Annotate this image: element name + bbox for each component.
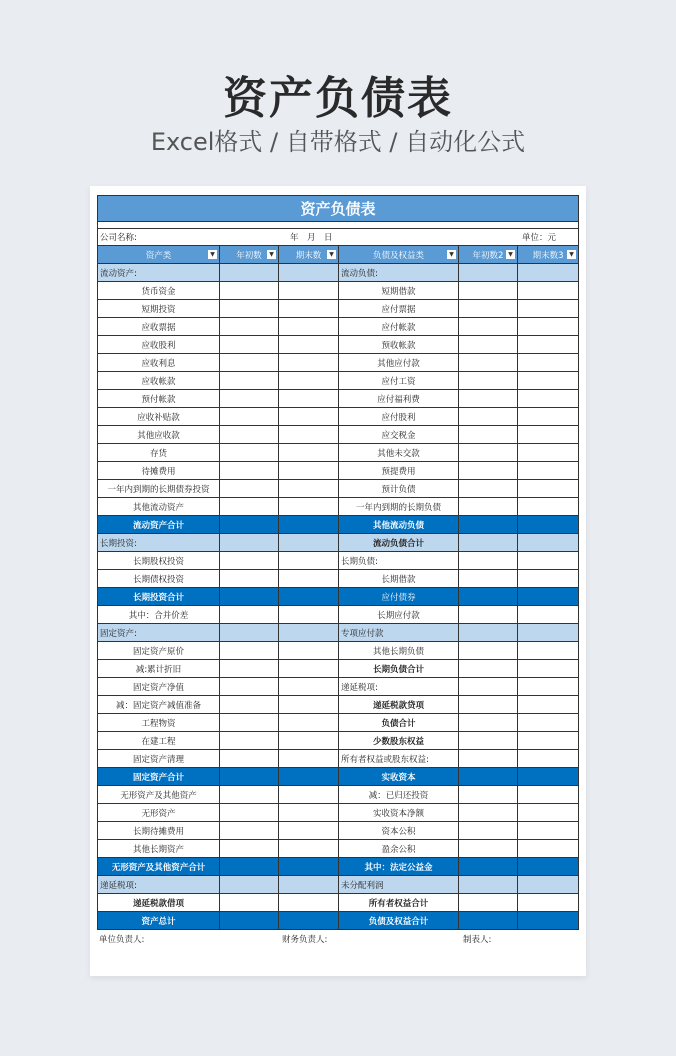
value-cell[interactable] (220, 642, 279, 660)
liability-item-cell[interactable]: 实收资本净额 (339, 804, 459, 822)
value-cell[interactable] (518, 300, 579, 318)
liability-item-cell[interactable]: 其他未交款 (339, 444, 459, 462)
liability-item-cell[interactable]: 其他流动负债 (339, 516, 459, 534)
table-row (98, 426, 579, 444)
asset-item-cell[interactable]: 应收票据 (98, 318, 220, 336)
value-cell[interactable] (220, 714, 279, 732)
asset-item-cell[interactable]: 长期债权投资 (98, 570, 220, 588)
table-row (98, 318, 579, 336)
value-cell[interactable] (279, 804, 339, 822)
asset-item-cell[interactable]: 存货 (98, 444, 220, 462)
value-cell[interactable] (220, 390, 279, 408)
liability-item-cell[interactable]: 所有者权益合计 (339, 894, 459, 912)
hero-title: 资产负债表 (223, 73, 453, 124)
value-cell[interactable] (518, 894, 579, 912)
asset-item-cell[interactable]: 在建工程 (98, 732, 220, 750)
asset-item-cell[interactable]: 其他流动资产 (98, 498, 220, 516)
unit-label: 单位：元 (522, 233, 557, 243)
asset-item-cell[interactable]: 无形资产及其他资产 (98, 786, 220, 804)
liability-item-cell[interactable]: 流动负债合计 (339, 534, 459, 552)
value-cell[interactable] (220, 768, 279, 786)
liability-item-cell[interactable]: 减：已归还投资 (339, 786, 459, 804)
info-row (98, 229, 579, 246)
value-cell[interactable] (279, 624, 339, 642)
value-cell[interactable] (279, 516, 339, 534)
value-cell[interactable] (518, 840, 579, 858)
table-row (98, 606, 579, 624)
value-cell[interactable] (279, 264, 339, 282)
table-row (98, 390, 579, 408)
value-cell[interactable] (220, 678, 279, 696)
value-cell[interactable] (279, 786, 339, 804)
value-cell[interactable] (459, 750, 518, 768)
asset-item-cell[interactable]: 减：固定资产减值准备 (98, 696, 220, 714)
liability-item-cell[interactable]: 预收帐款 (339, 336, 459, 354)
value-cell[interactable] (459, 516, 518, 534)
spreadsheet (97, 195, 578, 948)
value-cell[interactable] (518, 264, 579, 282)
value-cell[interactable] (220, 354, 279, 372)
table-row (98, 678, 579, 696)
table-row (98, 300, 579, 318)
value-cell[interactable] (459, 822, 518, 840)
asset-item-cell[interactable]: 长期股权投资 (98, 552, 220, 570)
asset-item-cell[interactable]: 货币资金 (98, 282, 220, 300)
value-cell[interactable] (220, 408, 279, 426)
liability-item-cell[interactable]: 短期借款 (339, 282, 459, 300)
value-cell[interactable] (518, 804, 579, 822)
sheet-title-row (98, 196, 579, 222)
value-cell[interactable] (220, 336, 279, 354)
asset-item-cell[interactable]: 其他应收款 (98, 426, 220, 444)
value-cell[interactable] (518, 822, 579, 840)
table-row (98, 840, 579, 858)
liability-item-cell[interactable]: 递延税项: (339, 678, 459, 696)
value-cell[interactable] (220, 696, 279, 714)
value-cell[interactable] (220, 840, 279, 858)
value-cell[interactable] (459, 426, 518, 444)
value-cell[interactable] (518, 318, 579, 336)
value-cell[interactable] (279, 336, 339, 354)
header-cell-liabilities[interactable]: 负债及权益类 ▼ (339, 246, 459, 264)
liability-item-cell[interactable]: 长期负债合计 (339, 660, 459, 678)
asset-item-cell[interactable]: 其他长期资产 (98, 840, 220, 858)
value-cell[interactable] (459, 462, 518, 480)
value-cell[interactable] (459, 696, 518, 714)
value-cell[interactable] (279, 876, 339, 894)
value-cell[interactable] (220, 660, 279, 678)
table-row (98, 696, 579, 714)
liability-item-cell[interactable]: 应交税金 (339, 426, 459, 444)
liability-item-cell[interactable]: 其他长期负债 (339, 642, 459, 660)
value-cell[interactable] (279, 678, 339, 696)
value-cell[interactable] (279, 570, 339, 588)
value-cell[interactable] (518, 642, 579, 660)
spacer-row (98, 222, 579, 229)
value-cell[interactable] (459, 840, 518, 858)
filter-dropdown-icon[interactable]: ▼ (208, 250, 217, 259)
value-cell[interactable] (220, 444, 279, 462)
value-cell[interactable] (518, 408, 579, 426)
value-cell[interactable] (459, 534, 518, 552)
value-cell[interactable] (220, 786, 279, 804)
value-cell[interactable] (518, 606, 579, 624)
value-cell[interactable] (518, 714, 579, 732)
table-row (98, 660, 579, 678)
liability-item-cell[interactable]: 应付债券 (339, 588, 459, 606)
asset-item-cell[interactable]: 应收补贴款 (98, 408, 220, 426)
value-cell[interactable] (279, 282, 339, 300)
table-row (98, 408, 579, 426)
table-row (98, 858, 579, 876)
value-cell[interactable] (279, 552, 339, 570)
asset-item-cell[interactable]: 递延税款借项 (98, 894, 220, 912)
value-cell[interactable] (279, 588, 339, 606)
value-cell[interactable] (518, 552, 579, 570)
value-cell[interactable] (459, 552, 518, 570)
value-cell[interactable] (279, 768, 339, 786)
signature-footer (97, 930, 578, 948)
table-row (98, 894, 579, 912)
table-row (98, 462, 579, 480)
value-cell[interactable] (518, 876, 579, 894)
value-cell[interactable] (279, 498, 339, 516)
liability-item-cell[interactable]: 应付福利费 (339, 390, 459, 408)
value-cell[interactable] (279, 732, 339, 750)
asset-item-cell[interactable]: 长期待摊费用 (98, 822, 220, 840)
filter-dropdown-icon[interactable]: ▼ (267, 250, 276, 259)
hero-subtitle: Excel格式 / 自带格式 / 自动化公式 (150, 128, 526, 156)
header-cell-assets[interactable]: 资产类 ▼ (98, 246, 220, 264)
value-cell[interactable] (459, 642, 518, 660)
table-row (98, 498, 579, 516)
value-cell[interactable] (459, 570, 518, 588)
value-cell[interactable] (279, 912, 339, 930)
value-cell[interactable] (279, 354, 339, 372)
value-cell[interactable] (279, 822, 339, 840)
liability-item-cell[interactable]: 应付股利 (339, 408, 459, 426)
asset-item-cell[interactable]: 无形资产及其他资产合计 (98, 858, 220, 876)
liability-item-cell[interactable]: 实收资本 (339, 768, 459, 786)
table-row (98, 372, 579, 390)
filter-dropdown-icon[interactable]: ▼ (327, 250, 336, 259)
value-cell[interactable] (518, 696, 579, 714)
table-row (98, 912, 579, 930)
value-cell[interactable] (459, 786, 518, 804)
value-cell[interactable] (518, 372, 579, 390)
header-cell-end3[interactable]: 期末数3 ▼ (518, 246, 579, 264)
value-cell[interactable] (459, 390, 518, 408)
value-cell[interactable] (279, 300, 339, 318)
maker-label: 制表人: (463, 935, 492, 945)
value-cell[interactable] (220, 318, 279, 336)
liability-item-cell[interactable]: 流动负债: (339, 264, 459, 282)
value-cell[interactable] (518, 570, 579, 588)
value-cell[interactable] (459, 678, 518, 696)
header-cell-end[interactable]: 期末数 ▼ (279, 246, 339, 264)
value-cell[interactable] (459, 408, 518, 426)
value-cell[interactable] (279, 660, 339, 678)
value-cell[interactable] (279, 318, 339, 336)
liability-item-cell[interactable]: 一年内到期的长期负债 (339, 498, 459, 516)
asset-item-cell[interactable]: 待摊费用 (98, 462, 220, 480)
value-cell[interactable] (279, 534, 339, 552)
value-cell[interactable] (220, 624, 279, 642)
value-cell[interactable] (459, 264, 518, 282)
liability-item-cell[interactable]: 递延税款贷项 (339, 696, 459, 714)
value-cell[interactable] (459, 894, 518, 912)
value-cell[interactable] (518, 390, 579, 408)
value-cell[interactable] (220, 264, 279, 282)
value-cell[interactable] (459, 282, 518, 300)
value-cell[interactable] (279, 426, 339, 444)
value-cell[interactable] (220, 534, 279, 552)
liability-item-cell[interactable]: 专项应付款 (339, 624, 459, 642)
value-cell[interactable] (518, 678, 579, 696)
value-cell[interactable] (220, 750, 279, 768)
liability-item-cell[interactable]: 预提费用 (339, 462, 459, 480)
table-row (98, 534, 579, 552)
value-cell[interactable] (220, 570, 279, 588)
liability-item-cell[interactable]: 应付工资 (339, 372, 459, 390)
company-name-label: 公司名称: (100, 233, 137, 243)
table-row (98, 264, 579, 282)
table-row (98, 282, 579, 300)
asset-item-cell[interactable]: 应收帐款 (98, 372, 220, 390)
value-cell[interactable] (220, 804, 279, 822)
value-cell[interactable] (220, 516, 279, 534)
value-cell[interactable] (459, 498, 518, 516)
value-cell[interactable] (220, 480, 279, 498)
value-cell[interactable] (459, 336, 518, 354)
value-cell[interactable] (459, 588, 518, 606)
asset-item-cell[interactable]: 减:累计折旧 (98, 660, 220, 678)
liability-item-cell[interactable]: 其中：法定公益金 (339, 858, 459, 876)
value-cell[interactable] (279, 408, 339, 426)
filter-dropdown-icon[interactable]: ▼ (447, 250, 456, 259)
value-cell[interactable] (220, 876, 279, 894)
value-cell[interactable] (518, 732, 579, 750)
asset-item-cell[interactable]: 固定资产合计 (98, 768, 220, 786)
liability-item-cell[interactable]: 长期负债: (339, 552, 459, 570)
value-cell[interactable] (279, 480, 339, 498)
filter-dropdown-icon[interactable]: ▼ (567, 250, 576, 259)
value-cell[interactable] (220, 300, 279, 318)
value-cell[interactable] (518, 282, 579, 300)
asset-item-cell[interactable]: 固定资产: (98, 624, 220, 642)
value-cell[interactable] (220, 606, 279, 624)
value-cell[interactable] (279, 840, 339, 858)
asset-item-cell[interactable]: 一年内到期的长期债券投资 (98, 480, 220, 498)
liability-item-cell[interactable]: 少数股东权益 (339, 732, 459, 750)
balance-sheet-table (97, 195, 579, 930)
date-label: 年 月 日 (290, 233, 333, 243)
value-cell[interactable] (459, 858, 518, 876)
asset-item-cell[interactable]: 固定资产原价 (98, 642, 220, 660)
value-cell[interactable] (279, 696, 339, 714)
value-cell[interactable] (518, 444, 579, 462)
liability-item-cell[interactable]: 未分配利润 (339, 876, 459, 894)
value-cell[interactable] (459, 480, 518, 498)
asset-item-cell[interactable]: 流动资产合计 (98, 516, 220, 534)
asset-item-cell[interactable]: 短期投资 (98, 300, 220, 318)
asset-item-cell[interactable]: 应收股利 (98, 336, 220, 354)
value-cell[interactable] (518, 660, 579, 678)
table-row (98, 588, 579, 606)
value-cell[interactable] (220, 822, 279, 840)
sheet-card (90, 186, 586, 976)
value-cell[interactable] (220, 282, 279, 300)
value-cell[interactable] (220, 912, 279, 930)
table-row (98, 822, 579, 840)
liability-item-cell[interactable]: 资本公积 (339, 822, 459, 840)
sheet-title[interactable]: 资产负债表 (98, 196, 579, 222)
header-cell-begin2[interactable]: 年初数2 ▼ (459, 246, 518, 264)
value-cell[interactable] (518, 768, 579, 786)
liability-item-cell[interactable]: 负债及权益合计 (339, 912, 459, 930)
value-cell[interactable] (518, 588, 579, 606)
table-row (98, 570, 579, 588)
value-cell[interactable] (220, 462, 279, 480)
table-row (98, 768, 579, 786)
value-cell[interactable] (279, 714, 339, 732)
table-row (98, 354, 579, 372)
value-cell[interactable] (459, 354, 518, 372)
value-cell[interactable] (279, 444, 339, 462)
liability-item-cell[interactable]: 预计负债 (339, 480, 459, 498)
table-row (98, 516, 579, 534)
liability-item-cell[interactable]: 长期借款 (339, 570, 459, 588)
value-cell[interactable] (220, 588, 279, 606)
value-cell[interactable] (279, 390, 339, 408)
asset-item-cell[interactable]: 工程物资 (98, 714, 220, 732)
header-row (98, 246, 579, 264)
asset-item-cell[interactable]: 无形资产 (98, 804, 220, 822)
table-row (98, 480, 579, 498)
value-cell[interactable] (459, 444, 518, 462)
table-row (98, 804, 579, 822)
value-cell[interactable] (459, 912, 518, 930)
value-cell[interactable] (279, 462, 339, 480)
value-cell[interactable] (459, 876, 518, 894)
value-cell[interactable] (220, 732, 279, 750)
table-row (98, 732, 579, 750)
liability-item-cell[interactable]: 盈余公积 (339, 840, 459, 858)
asset-item-cell[interactable]: 应收利息 (98, 354, 220, 372)
table-row (98, 642, 579, 660)
value-cell[interactable] (518, 480, 579, 498)
header-cell-begin[interactable]: 年初数 ▼ (220, 246, 279, 264)
asset-item-cell[interactable]: 固定资产净值 (98, 678, 220, 696)
value-cell[interactable] (518, 624, 579, 642)
value-cell[interactable] (459, 300, 518, 318)
table-row (98, 876, 579, 894)
value-cell[interactable] (518, 858, 579, 876)
value-cell[interactable] (220, 552, 279, 570)
value-cell[interactable] (518, 750, 579, 768)
value-cell[interactable] (518, 498, 579, 516)
value-cell[interactable] (279, 606, 339, 624)
value-cell[interactable] (459, 318, 518, 336)
table-row (98, 444, 579, 462)
value-cell[interactable] (518, 354, 579, 372)
asset-item-cell[interactable]: 资产总计 (98, 912, 220, 930)
value-cell[interactable] (279, 858, 339, 876)
table-row (98, 336, 579, 354)
value-cell[interactable] (518, 426, 579, 444)
value-cell[interactable] (459, 714, 518, 732)
table-row (98, 624, 579, 642)
liability-item-cell[interactable]: 长期应付款 (339, 606, 459, 624)
value-cell[interactable] (459, 660, 518, 678)
value-cell[interactable] (518, 462, 579, 480)
filter-dropdown-icon[interactable]: ▼ (506, 250, 515, 259)
value-cell[interactable] (459, 804, 518, 822)
value-cell[interactable] (459, 732, 518, 750)
asset-item-cell[interactable]: 递延税项: (98, 876, 220, 894)
asset-item-cell[interactable]: 长期投资合计 (98, 588, 220, 606)
finance-head-label: 财务负责人: (282, 935, 328, 945)
value-cell[interactable] (459, 372, 518, 390)
table-row (98, 714, 579, 732)
value-cell[interactable] (279, 750, 339, 768)
liability-item-cell[interactable]: 负债合计 (339, 714, 459, 732)
asset-item-cell[interactable]: 其中：合并价差 (98, 606, 220, 624)
value-cell[interactable] (220, 894, 279, 912)
value-cell[interactable] (459, 624, 518, 642)
asset-item-cell[interactable]: 固定资产清理 (98, 750, 220, 768)
unit-head-label: 单位负责人: (99, 935, 145, 945)
liability-item-cell[interactable]: 应付帐款 (339, 318, 459, 336)
value-cell[interactable] (220, 372, 279, 390)
value-cell[interactable] (220, 858, 279, 876)
value-cell[interactable] (220, 498, 279, 516)
value-cell[interactable] (220, 426, 279, 444)
table-row (98, 552, 579, 570)
value-cell[interactable] (459, 768, 518, 786)
liability-item-cell[interactable]: 其他应付款 (339, 354, 459, 372)
liability-item-cell[interactable]: 应付票据 (339, 300, 459, 318)
asset-item-cell[interactable]: 长期投资: (98, 534, 220, 552)
value-cell[interactable] (518, 786, 579, 804)
liability-item-cell[interactable]: 所有者权益或股东权益: (339, 750, 459, 768)
value-cell[interactable] (279, 372, 339, 390)
value-cell[interactable] (459, 606, 518, 624)
value-cell[interactable] (518, 912, 579, 930)
asset-item-cell[interactable]: 流动资产: (98, 264, 220, 282)
value-cell[interactable] (518, 516, 579, 534)
value-cell[interactable] (279, 894, 339, 912)
table-row (98, 750, 579, 768)
table-row (98, 786, 579, 804)
value-cell[interactable] (518, 534, 579, 552)
asset-item-cell[interactable]: 预付帐款 (98, 390, 220, 408)
value-cell[interactable] (518, 336, 579, 354)
value-cell[interactable] (279, 642, 339, 660)
